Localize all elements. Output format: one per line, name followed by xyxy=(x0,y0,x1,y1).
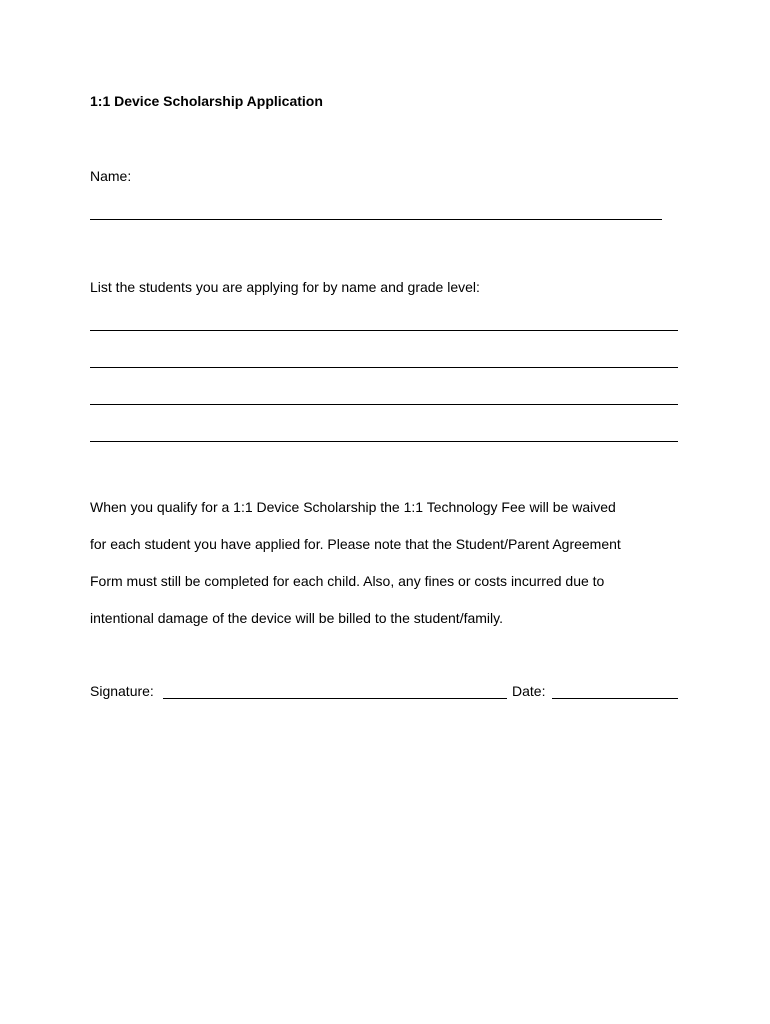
signature-field-line[interactable] xyxy=(163,698,507,699)
date-label: Date: xyxy=(512,683,546,699)
policy-paragraph-line-2: for each student you have applied for. Please note that the Student/Parent Agreement xyxy=(90,536,621,552)
student-entry-line-2[interactable] xyxy=(90,367,678,368)
date-field-line[interactable] xyxy=(552,698,678,699)
students-label: List the students you are applying for by name and grade level: xyxy=(90,279,480,295)
name-field-line[interactable] xyxy=(90,219,662,220)
document-title: 1:1 Device Scholarship Application xyxy=(90,93,323,109)
name-label: Name: xyxy=(90,168,132,184)
student-entry-line-4[interactable] xyxy=(90,441,678,442)
student-entry-line-1[interactable] xyxy=(90,330,678,331)
signature-label: Signature: xyxy=(90,683,154,699)
policy-paragraph-line-1: When you qualify for a 1:1 Device Scholarship the 1:1 Technology Fee will be waived xyxy=(90,499,616,515)
policy-paragraph-line-4: intentional damage of the device will be billed to the student/family. xyxy=(90,610,503,626)
student-entry-line-3[interactable] xyxy=(90,404,678,405)
policy-paragraph-line-3: Form must still be completed for each child. Also, any fines or costs incurred due to xyxy=(90,573,605,589)
